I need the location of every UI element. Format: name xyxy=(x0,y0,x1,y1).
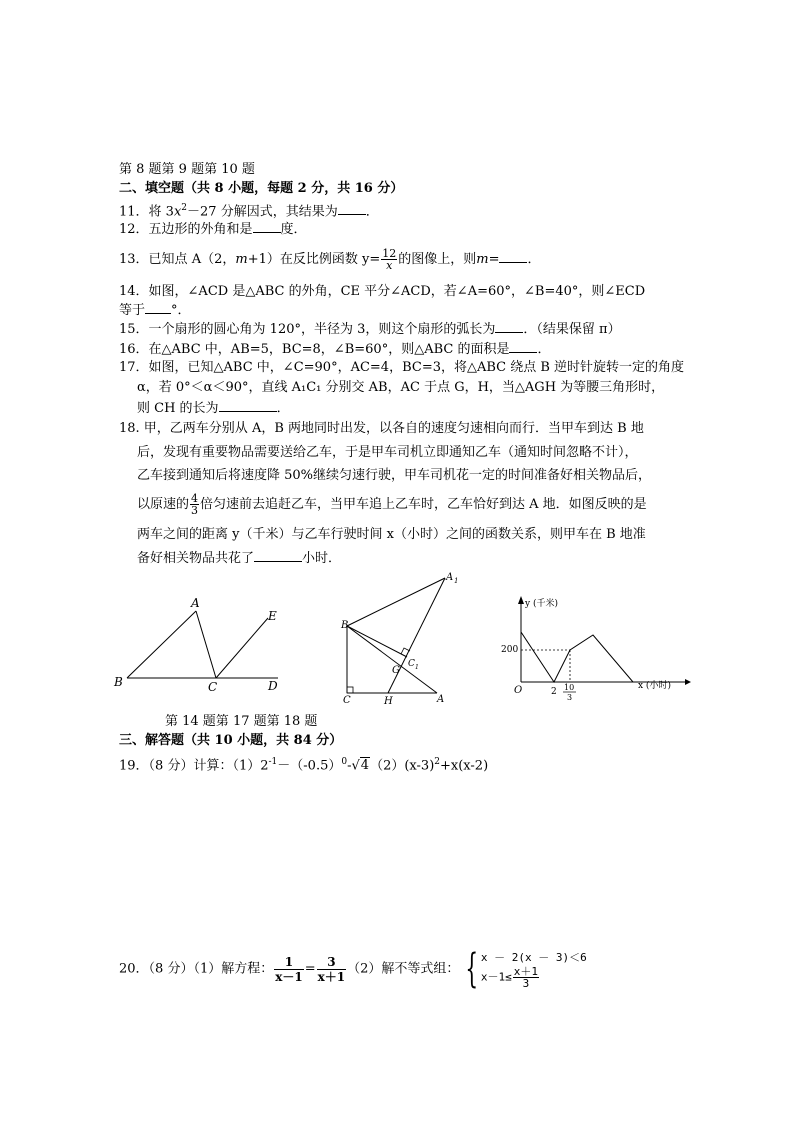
answer-blank xyxy=(495,320,523,333)
question-12: 12．五边形的外角和是 度． xyxy=(119,222,307,237)
question-20: 20．（8 分）（1）解方程： $\frac{1}{x-1}$ = $\frac{3}{x+1}$ （2）解不等式组： { x － 2(x － 3)＜6 x－1≤ $\frac{x+1}{3}$ xyxy=(119,946,587,992)
label-A1: A xyxy=(446,572,454,583)
question-15: 15．一个扇形的圆心角为 120°，半径为 3，则这个扇形的弧长为 ．（结果保留 π） xyxy=(119,322,621,337)
label-B: B xyxy=(341,620,349,631)
question-11: 11．将 $3x^2-27$ 分解因式，其结果为 ． xyxy=(119,203,379,220)
label-C1-sub: 1 xyxy=(415,664,419,671)
question-18-line4: 以原速的 $\frac{4}{3}$ 倍匀速前去追赶乙车，当甲车追上乙车时，乙车恰好到达 A 地．如图反映的是 xyxy=(137,492,647,517)
x-tick-10-3-num: 10 xyxy=(564,683,575,692)
question-17-line2: α，若 0°＜α＜90°，直线 A₁C₁ 分别交 AB，AC 于点 G，H，当△AGH 为等腰三角形时， xyxy=(137,380,665,395)
figure-18-graph xyxy=(501,592,695,702)
label-C1: C xyxy=(408,659,415,669)
question-19: 19．（8 分）计算：$(1)2^{-1}-(-0.5)^0-√4(2)(x-3)^2+x(x-2)$ xyxy=(119,757,489,774)
answer-blank xyxy=(499,250,527,263)
question-16: 16．在△ABC 中，AB=5，BC=8，∠B=60°，则△ABC 的面积是 ． xyxy=(119,342,551,357)
x-axis-label: x (小时) xyxy=(638,681,671,691)
answer-blank xyxy=(253,220,281,233)
y-axis-label: y (千米) xyxy=(525,599,558,609)
label-G: G xyxy=(392,665,400,676)
figure-labels-top: 第 8 题第 9 题第 10 题 xyxy=(119,162,255,177)
x-tick-2: 2 xyxy=(551,687,557,697)
label-C: C xyxy=(343,695,351,706)
answer-blank xyxy=(145,301,171,314)
label-A: A xyxy=(437,694,445,705)
section3-title: 三、解答题（共 10 小题，共 84 分） xyxy=(119,733,343,748)
origin-label: O xyxy=(514,685,523,696)
figure-17-rotation xyxy=(335,568,465,708)
label-D: D xyxy=(268,679,278,693)
question-18-line5: 两车之间的距离 y（千米）与乙车行驶时间 x（小时）之间的函数关系，则甲车在 B 地准 xyxy=(137,527,646,542)
question-18-line1: 18. 甲，乙两车分别从 A，B 两地同时出发，以各自的速度匀速相向而行．当甲车到达 B 地 xyxy=(119,421,644,436)
label-B: B xyxy=(114,675,123,689)
label-E: E xyxy=(268,609,277,623)
label-H: H xyxy=(384,696,393,707)
label-A1-sub: 1 xyxy=(454,577,459,585)
question-17-line3: 则 CH 的长为 ． xyxy=(137,401,290,416)
question-18-line3: 乙车接到通知后将速度降 50%继续匀速行驶，甲车司机花一定的时间准备好相关物品后， xyxy=(137,468,652,483)
answer-blank xyxy=(254,549,302,562)
section2-title: 二、填空题（共 8 小题，每题 2 分，共 16 分） xyxy=(119,181,404,196)
figure-captions: 第 14 题第 17 题第 18 题 xyxy=(165,714,318,729)
figure-14-triangle xyxy=(110,590,290,700)
answer-blank xyxy=(338,202,366,215)
y-tick-200: 200 xyxy=(501,645,519,655)
question-14-line2: 等于 °． xyxy=(119,303,191,318)
question-14-line1: 14．如图，∠ACD 是△ABC 的外角，CE 平分∠ACD，若∠A=60°，∠B=40°，则∠ECD xyxy=(119,284,646,299)
question-13: 13．已知点 A（2，m+1）在反比例函数 y= $\frac{12}{x}$ 的图像上，则m= ． xyxy=(119,247,541,272)
question-18-line6: 备好相关物品共花了 小时． xyxy=(137,551,342,566)
question-17-line1: 17．如图，已知△ABC 中，∠C=90°，AC=4，BC=3，将△ABC 绕点 B 逆时针旋转一定的角度 xyxy=(119,360,685,375)
question-18-line2: 后，发现有重要物品需要送给乙车，于是甲车司机立即通知乙车（通知时间忽略不计）， xyxy=(137,445,638,460)
answer-blank xyxy=(219,399,277,412)
x-tick-10-3-den: 3 xyxy=(567,693,573,702)
label-C: C xyxy=(208,680,218,694)
answer-blank xyxy=(509,340,537,353)
label-A: A xyxy=(191,596,200,610)
